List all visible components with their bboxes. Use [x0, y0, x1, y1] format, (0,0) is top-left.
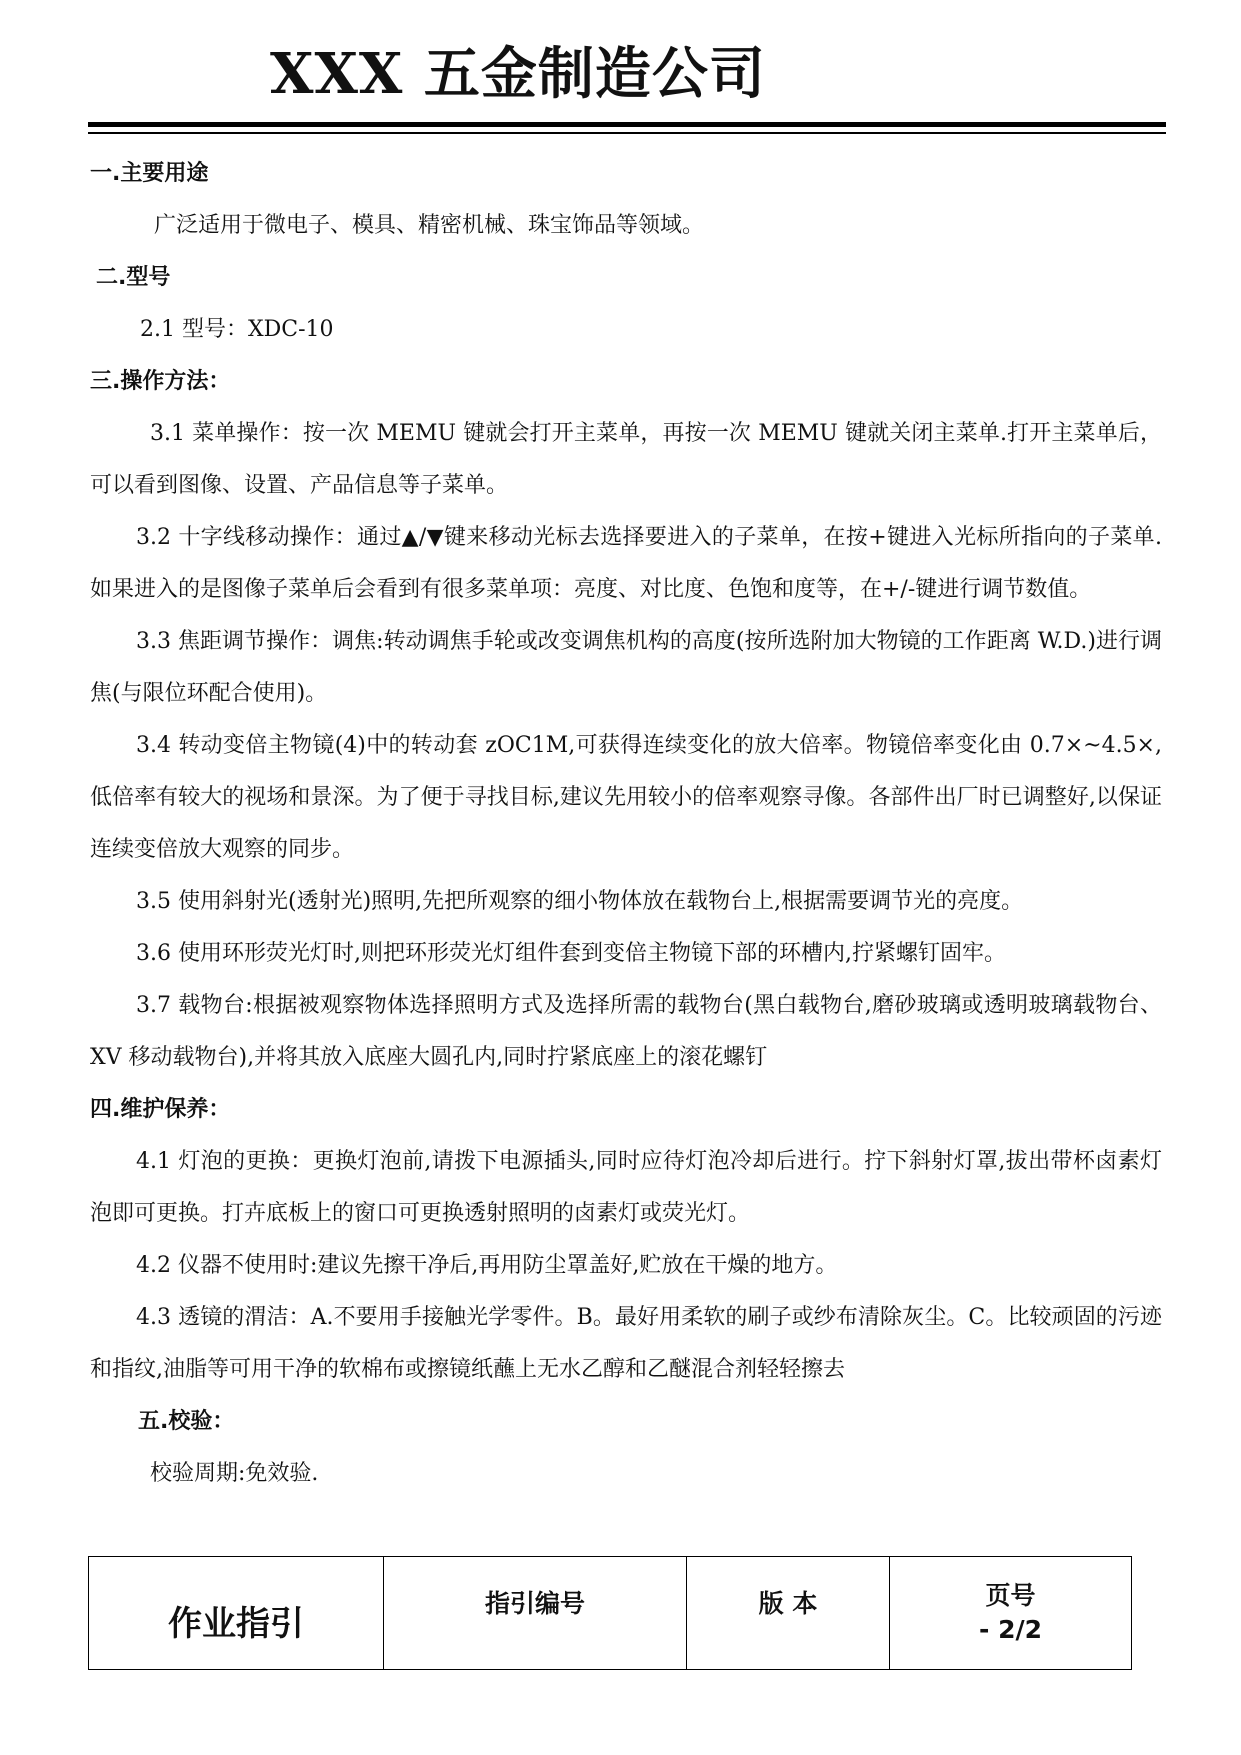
section-heading-maintenance: 四.维护保养：: [90, 1097, 231, 1122]
operation-3-6: 3.6 使用环形荧光灯时,则把环形荧光灯组件套到变倍主物镜下部的环槽内,拧紧螺钉固牢。: [136, 941, 1006, 966]
maintenance-4-3: 4.3 透镜的渭洁：A.不要用手接触光学零件。B。最好用柔软的刷子或纱布清除灰尘。C。比较顽固的污迹和指纹,油脂等可用干净的软棉布或擦镜纸蘸上无水乙醇和乙醚混合剂轻轻擦去: [90, 1305, 1162, 1382]
section-heading-operation: 三.操作方法：: [90, 369, 231, 394]
version-cell: 版 本: [687, 1557, 890, 1670]
footer-info-table: [88, 1556, 1132, 1670]
usage-text: 广泛适用于微电子、模具、精密机械、珠宝饰品等领域。: [154, 213, 705, 238]
operation-3-7: 3.7 载物台:根据被观察物体选择照明方式及选择所需的载物台(黑白载物台,磨砂玻璃或透明玻璃载物台、XV 移动载物台),并将其放入底座大圆孔内,同时拧紧底座上的滚花螺钉: [90, 993, 1162, 1070]
operation-3-3: 3.3 焦距调节操作：调焦:转动调焦手轮或改变调焦机构的高度(按所选附加大物镜的工作距离 W.D.)进行调焦(与限位环配合使用)。: [90, 629, 1162, 706]
page-value: - 2/2: [978, 1615, 1042, 1644]
operation-3-1: 3.1 菜单操作：按一次 MEMU 键就会打开主菜单，再按一次 MEMU 键就关闭主菜单.打开主菜单后，可以看到图像、设置、产品信息等子菜单。: [90, 421, 1162, 498]
doc-type-cell: 作业指引: [89, 1557, 384, 1670]
page-number-cell: [890, 1557, 1132, 1670]
section-heading-calibration: 五.校验：: [138, 1409, 235, 1434]
maintenance-4-2: 4.2 仪器不使用时:建议先擦干净后,再用防尘罩盖好,贮放在干燥的地方。: [136, 1253, 838, 1278]
maintenance-4-1: 4.1 灯泡的更换：更换灯泡前,请拨下电源插头,同时应待灯泡冷却后进行。拧下斜射灯罩,拔出带杯卤素灯泡即可更换。打卉底板上的窗口可更换透射照明的卤素灯或荧光灯。: [90, 1149, 1162, 1226]
page-label: 页号: [985, 1581, 1036, 1610]
document-body: [90, 148, 1162, 1500]
header-rule-thin: [88, 132, 1166, 134]
section-heading-usage: 一.主要用途: [90, 161, 209, 186]
guide-number-cell: 指引编号: [384, 1557, 687, 1670]
model-text: 2.1 型号：XDC-10: [140, 317, 334, 342]
header-rule-thick: [88, 122, 1166, 127]
operation-3-2: 3.2 十字线移动操作：通过▲/▼键来移动光标去选择要进入的子菜单，在按+键进入光标所指向的子菜单.如果进入的是图像子菜单后会看到有很多菜单项：亮度、对比度、色饱和度等，在+/-键进行调节数值。: [90, 525, 1162, 602]
calibration-text: 校验周期:免效验.: [150, 1461, 319, 1486]
section-heading-model: 二.型号: [96, 265, 171, 290]
operation-3-4: 3.4 转动变倍主物镜(4)中的转动套 zOC1M,可获得连续变化的放大倍率。物镜倍率变化由 0.7×~4.5×,低倍率有较大的视场和景深。为了便于寻找目标,建议先用较小的倍率观察寻像。各部件出厂时已调整好,以保证连续变倍放大观察的同步。: [90, 733, 1162, 862]
operation-3-5: 3.5 使用斜射光(透射光)照明,先把所观察的细小物体放在载物台上,根据需要调节光的亮度。: [136, 889, 1024, 914]
company-title: XXX 五金制造公司: [270, 41, 766, 107]
